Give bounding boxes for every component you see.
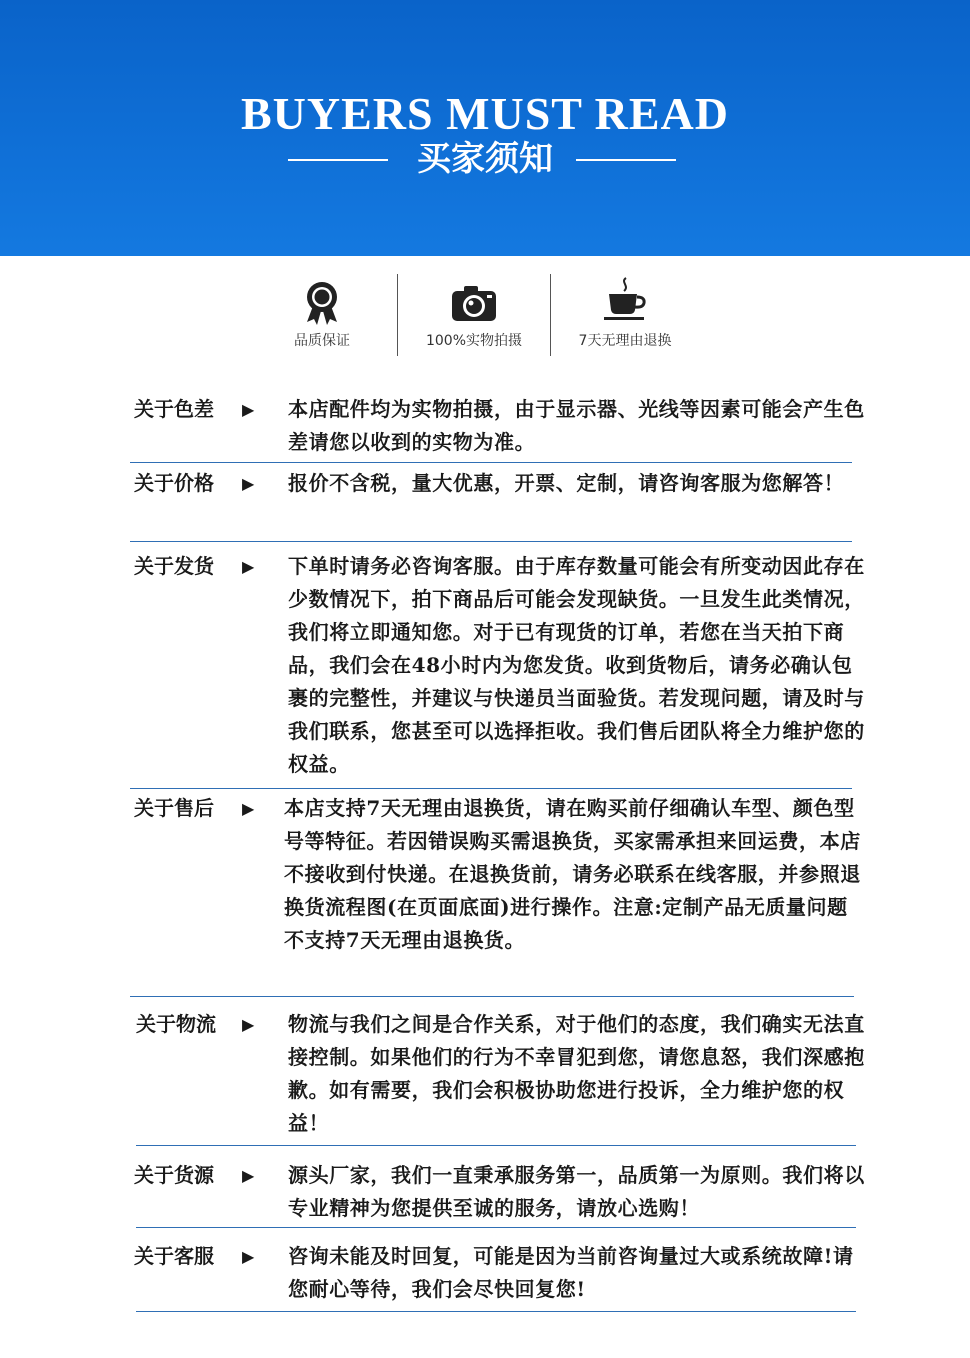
feature-quality [252,274,392,356]
section-text: 下单时请务必咨询客服。由于库存数量可能会有所变动因此存在少数情况下，拍下商品后可能会发现缺货。一旦发生此类情况，我们将立即通知您。对于已有现货的订单，若您在当天拍下商品，我们会在48小时内为您发货。收到货物后，请务必确认包裹的完整性，并建议与快递员当面验货。若发现问题，请及时与我们联系，您甚至可以选择拒收。我们售后团队将全力维护您的权益。 [288,554,865,776]
section-divider [136,1227,856,1228]
banner-line-right [576,159,676,161]
coffee-cup-icon [555,280,695,326]
section-text: 报价不含税，量大优惠，开票、定制，请咨询客服为您解答！ [288,471,845,495]
arrow-right-icon: ▶ [242,1247,255,1266]
arrow-right-icon: ▶ [242,557,255,576]
arrow-right-icon: ▶ [242,474,255,493]
section-label: 关于售后 [134,796,214,820]
section-divider [130,996,854,997]
ribbon-badge-icon [252,280,392,326]
section-label: 关于客服 [134,1244,214,1268]
arrow-right-icon: ▶ [242,799,255,818]
section-text: 本店配件均为实物拍摄，由于显示器、光线等因素可能会产生色差请您以收到的实物为准。 [288,397,865,454]
banner-title: BUYERS MUST READ [240,88,730,139]
section-divider [130,462,852,463]
feature-return [555,274,695,356]
section-text: 本店支持7天无理由退换货，请在购买前仔细确认车型、颜色型号等特征。若因错误购买需退换货，买家需承担来回运费，本店不接收到付快递。在退换货前，请务必联系在线客服，并参照退换货流程图(在页面底面)进行操作。注意:定制产品无质量问题不支持7天无理由退换货。 [284,796,861,952]
section-text: 源头厂家，我们一直秉承服务第一，品质第一为原则。我们将以专业精神为您提供至诚的服务，请放心选购！ [288,1163,865,1220]
feature-real-photo [404,274,544,356]
camera-icon [404,280,544,326]
section-text: 咨询未能及时回复，可能是因为当前咨询量过大或系统故障!请您耐心等待，我们会尽快回复您! [288,1244,854,1301]
feature-label: 100%实物拍摄 [425,333,523,349]
feature-label: 7天无理由退换 [578,333,672,349]
section-label: 关于价格 [134,471,214,495]
section-divider [136,1145,856,1146]
section-label: 关于发货 [134,554,214,578]
banner-subtitle: 买家须知 [417,139,553,179]
section-text: 物流与我们之间是合作关系，对于他们的态度，我们确实无法直接控制。如果他们的行为不幸冒犯到您，请您息怒，我们深感抱歉。如有需要，我们会积极协助您进行投诉，全力维护您的权益！ [288,1012,865,1135]
section-divider [130,788,852,789]
banner-line-left [288,159,388,161]
feature-divider [550,274,551,356]
feature-label: 品质保证 [294,333,350,349]
section-label: 关于色差 [134,397,214,421]
banner-subtitle-row [0,137,970,181]
section-label: 关于货源 [134,1163,214,1187]
section-divider [130,541,852,542]
arrow-right-icon: ▶ [242,1015,255,1034]
section-divider [136,1311,856,1312]
arrow-right-icon: ▶ [242,400,255,419]
section-label: 关于物流 [136,1012,216,1036]
arrow-right-icon: ▶ [242,1166,255,1185]
feature-strip [0,274,970,356]
header-banner [0,0,970,256]
feature-divider [397,274,398,356]
